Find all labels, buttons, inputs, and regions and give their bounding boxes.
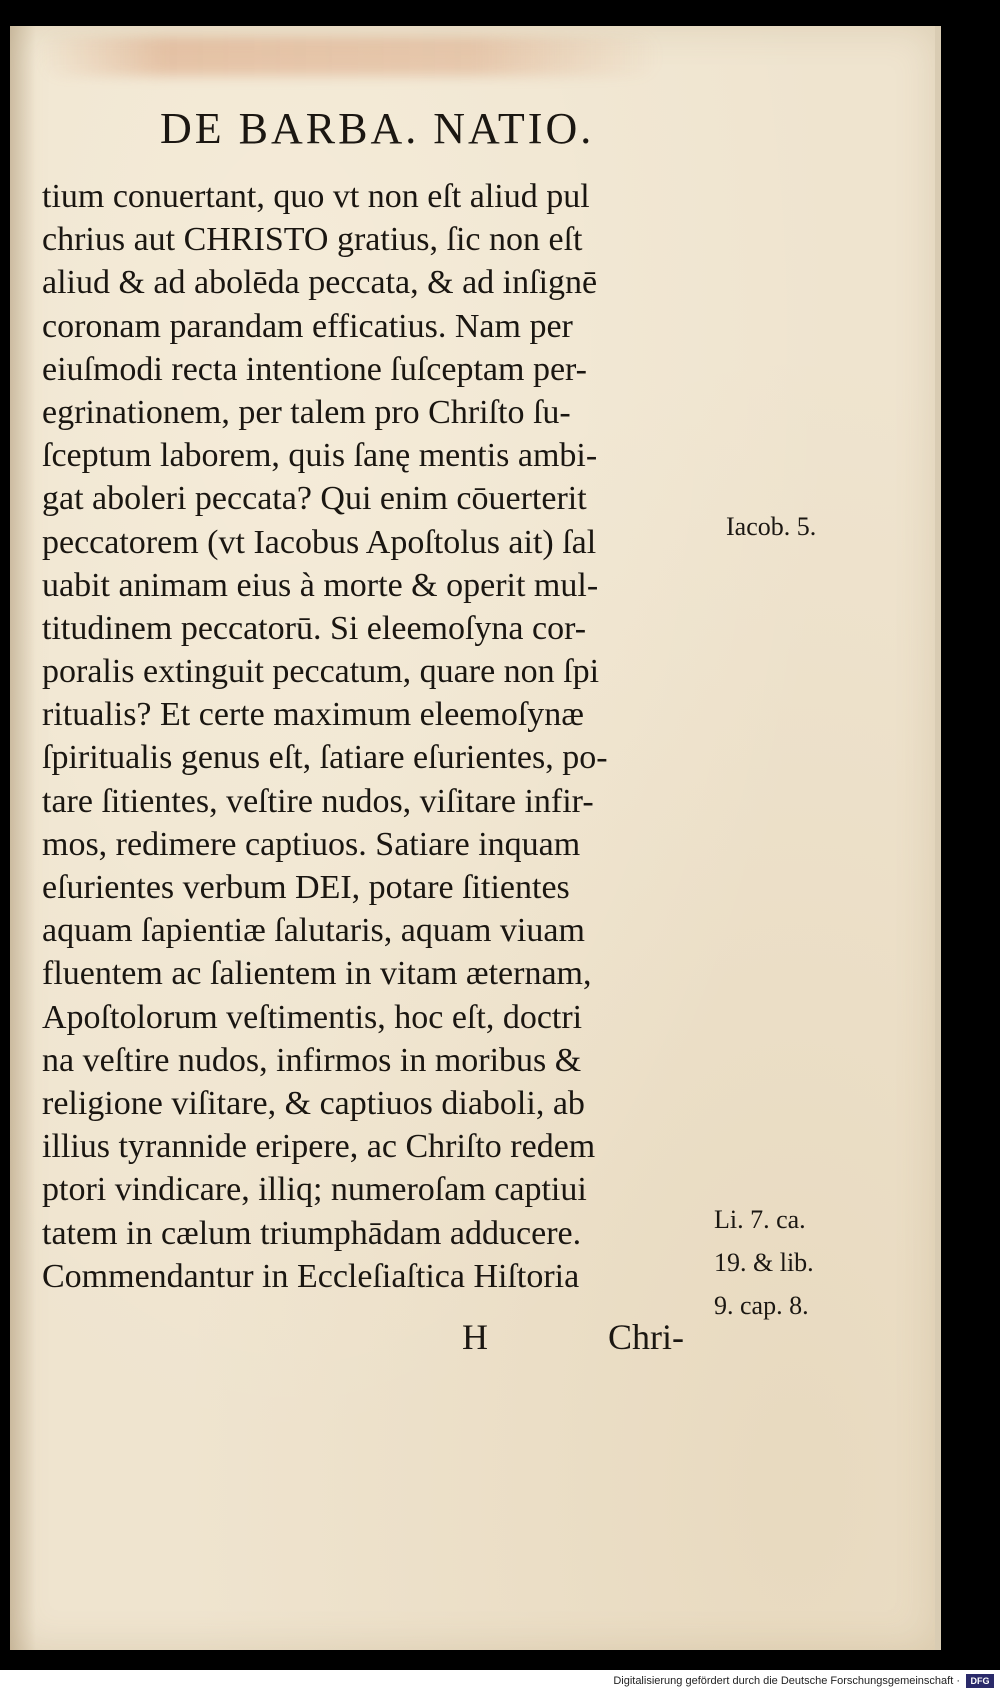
text-line: coronam parandam efficatius. Nam per: [42, 307, 573, 345]
text-line: titudinem peccatorū. Si eleemoſyna cor-: [42, 609, 587, 647]
margin-note-ref-line2: 19. & lib.: [714, 1248, 814, 1277]
catchword: Chri-: [608, 1317, 684, 1357]
text-line: fluentem ac ſalientem in vitam æternam,: [42, 955, 592, 993]
text-line: ſceptum laborem, quis ſanę mentis ambi-: [42, 437, 598, 475]
running-head: DE BARBA. NATIO.: [160, 104, 595, 153]
margin-note-ref-line3: 9. cap. 8.: [714, 1291, 809, 1320]
text-line: poralis extinguit peccatum, quare non ſpi: [42, 653, 600, 691]
text-line: ſpiritualis genus eſt, ſatiare eſurientes, po-: [42, 739, 608, 777]
text-line: Apoſtolorum veſtimentis, hoc eſt, doctri: [42, 998, 583, 1036]
margin-note-ref-line1: Li. 7. ca.: [714, 1205, 806, 1234]
body-text: [42, 175, 692, 1298]
text-line: gat aboleri peccata? Qui enim cōuerterit: [42, 480, 587, 518]
text-line: Commendantur in Eccleſiaſtica Hiſtoria: [42, 1257, 580, 1295]
page-gutter-shadow: [10, 26, 36, 1650]
margin-note-iacob: Iacob. 5.: [726, 512, 817, 541]
text-line: chrius aut CHRISTO gratius, ſic non eſt: [42, 221, 583, 259]
text-line: egrinationem, per talem pro Chriſto ſu-: [42, 393, 571, 431]
text-line: tare ſitientes, veſtire nudos, viſitare infir-: [42, 782, 594, 820]
text-line: aliud & ad abolēda peccata, & ad inſignē: [42, 264, 598, 302]
dfg-logo-icon: DFG: [966, 1674, 994, 1688]
signature-mark: H: [462, 1317, 488, 1357]
text-line: aquam ſapientiæ ſalutaris, aquam viuam: [42, 912, 585, 950]
text-line: ritualis? Et certe maximum eleemoſynæ: [42, 696, 584, 734]
text-line: na veſtire nudos, infirmos in moribus &: [42, 1041, 582, 1079]
text-line: mos, redimere captiuos. Satiare inquam: [42, 825, 581, 863]
footer-bar: [0, 1670, 1000, 1694]
text-line: eſurientes verbum DEI, potare ſitientes: [42, 869, 570, 906]
text-line: ptori vindicare, illiq; numeroſam captiui: [42, 1171, 587, 1209]
text-line: tium conuertant, quo vt non eſt aliud pul: [42, 178, 590, 215]
funding-credit: Digitalisierung gefördert durch die Deutsche Forschungsgemeinschaft ·: [613, 1675, 960, 1687]
text-line: eiuſmodi recta intentione ſuſceptam per-: [42, 350, 587, 388]
text-line: uabit animam eius à morte & operit mul-: [42, 566, 599, 604]
text-line: peccatorem (vt Iacobus Apoſtolus ait) ſal: [42, 523, 597, 561]
water-stain: [40, 36, 660, 76]
text-line: illius tyrannide eripere, ac Chriſto redem: [42, 1128, 596, 1166]
text-line: tatem in cælum triumphādam adducere.: [42, 1214, 582, 1252]
text-line: religione viſitare, & captiuos diaboli, ab: [42, 1084, 585, 1122]
